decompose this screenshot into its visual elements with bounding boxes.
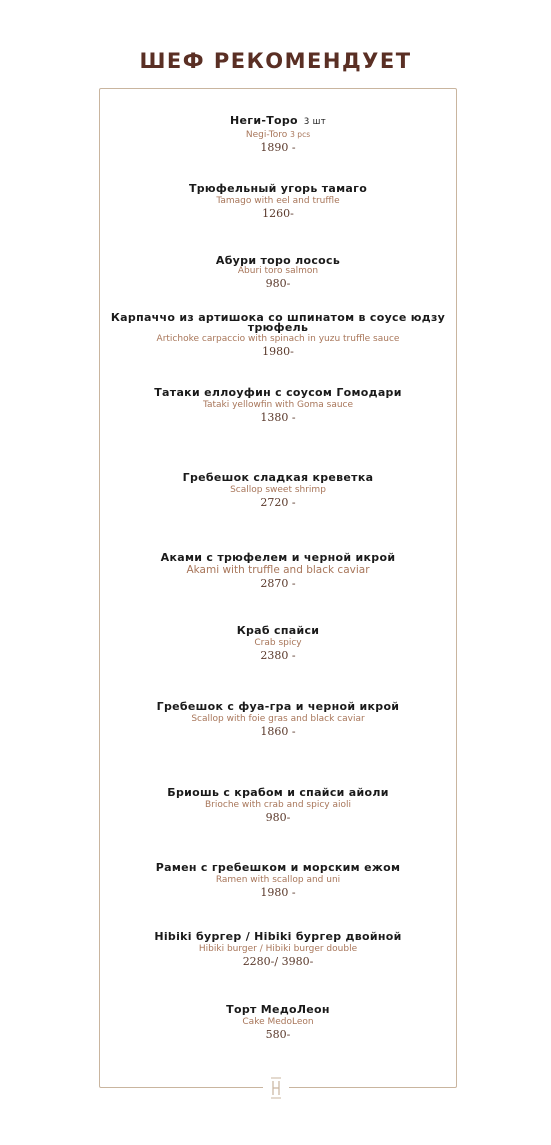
item-name-en: Crab spicy [254,638,302,648]
menu-item-negi-toro [99,114,457,155]
menu-item-aburi-toro-salmon [99,254,457,291]
item-name-en: Aburi toro salmon [237,266,319,276]
menu-item-artichoke-carpaccio [99,313,457,359]
item-price: 580- [265,1028,291,1041]
menu-item-brioche-crab [99,786,457,825]
item-name-en: Akami with truffle and black caviar [186,564,370,576]
menu-item-cake-medoleon [99,1003,457,1042]
page-title: ШЕФ РЕКОМЕНДУЕТ [139,49,412,73]
menu-item-scallop-sweet-shrimp [99,471,457,510]
item-qty-en: 3 pcs [290,130,311,139]
item-name: Гребешок сладкая креветка [182,471,374,484]
item-name-en: Tamago with eel and truffle [216,196,340,206]
item-name-en: Negi-Toro [245,130,288,140]
menu-item-crab-spicy [99,624,457,663]
item-price: 980- [265,277,291,290]
item-name-en: Brioche with crab and spicy aioli [205,800,351,810]
item-name-en: Ramen with scallop and uni [215,875,341,885]
menu-item-akami-truffle-caviar [99,551,457,591]
item-qty: 3 шт [303,117,326,127]
item-price: 1980 - [260,886,296,899]
item-name: Неги-Торо [230,114,298,127]
item-name-en: Scallop sweet shrimp [230,485,326,495]
item-name-en: Cake MedoLeon [242,1017,314,1027]
item-name: Аками с трюфелем и черной икрой [160,551,396,564]
item-name: Краб спайси [236,624,320,637]
item-price: 1260- [262,207,294,220]
item-name: Hibiki бургер / Hibiki бургер двойной [154,930,402,943]
item-price: 1380 - [260,411,296,424]
menu-item-truffle-eel-tamago [99,182,457,221]
item-name-en: Scallop with foie gras and black caviar [191,714,365,724]
item-name: Абури торо лосось [215,254,341,267]
item-price: 1890 - [260,141,296,154]
item-name: Гребешок с фуа-гра и черной икрой [156,700,400,713]
item-name: Татаки еллоуфин с соусом Гомодари [154,386,402,399]
item-name: Бриошь с крабом и спайси айоли [167,786,389,799]
menu-item-hibiki-burger [99,930,457,969]
item-name-en: Hibiki burger / Hibiki burger double [198,944,358,954]
item-price: 2870 - [260,577,296,590]
menu-item-scallop-foie-gras [99,700,457,739]
item-price: 1980- [262,345,294,358]
item-name-en: Tataki yellowfin with Goma sauce [202,400,354,410]
logo-icon [268,1077,284,1099]
item-name: Трюфельный угорь тамаго [188,182,368,195]
menu-item-ramen-scallop-uni [99,861,457,900]
item-price: 1860 - [260,725,296,738]
item-name: Торт МедоЛеон [226,1003,330,1016]
item-name: Рамен с гребешком и морским ежом [155,861,401,874]
item-price: 2280-/ 3980- [242,955,314,968]
menu-item-tataki-yellowfin [99,386,457,425]
item-price: 980- [265,811,291,824]
item-name: Карпаччо из артишока со шпинатом в соусе юдзу трюфель [110,311,446,334]
item-price: 2380 - [260,649,296,662]
item-price: 2720 - [260,496,296,509]
item-name-en: Artichoke carpaccio with spinach in yuzu truffle sauce [156,334,400,344]
